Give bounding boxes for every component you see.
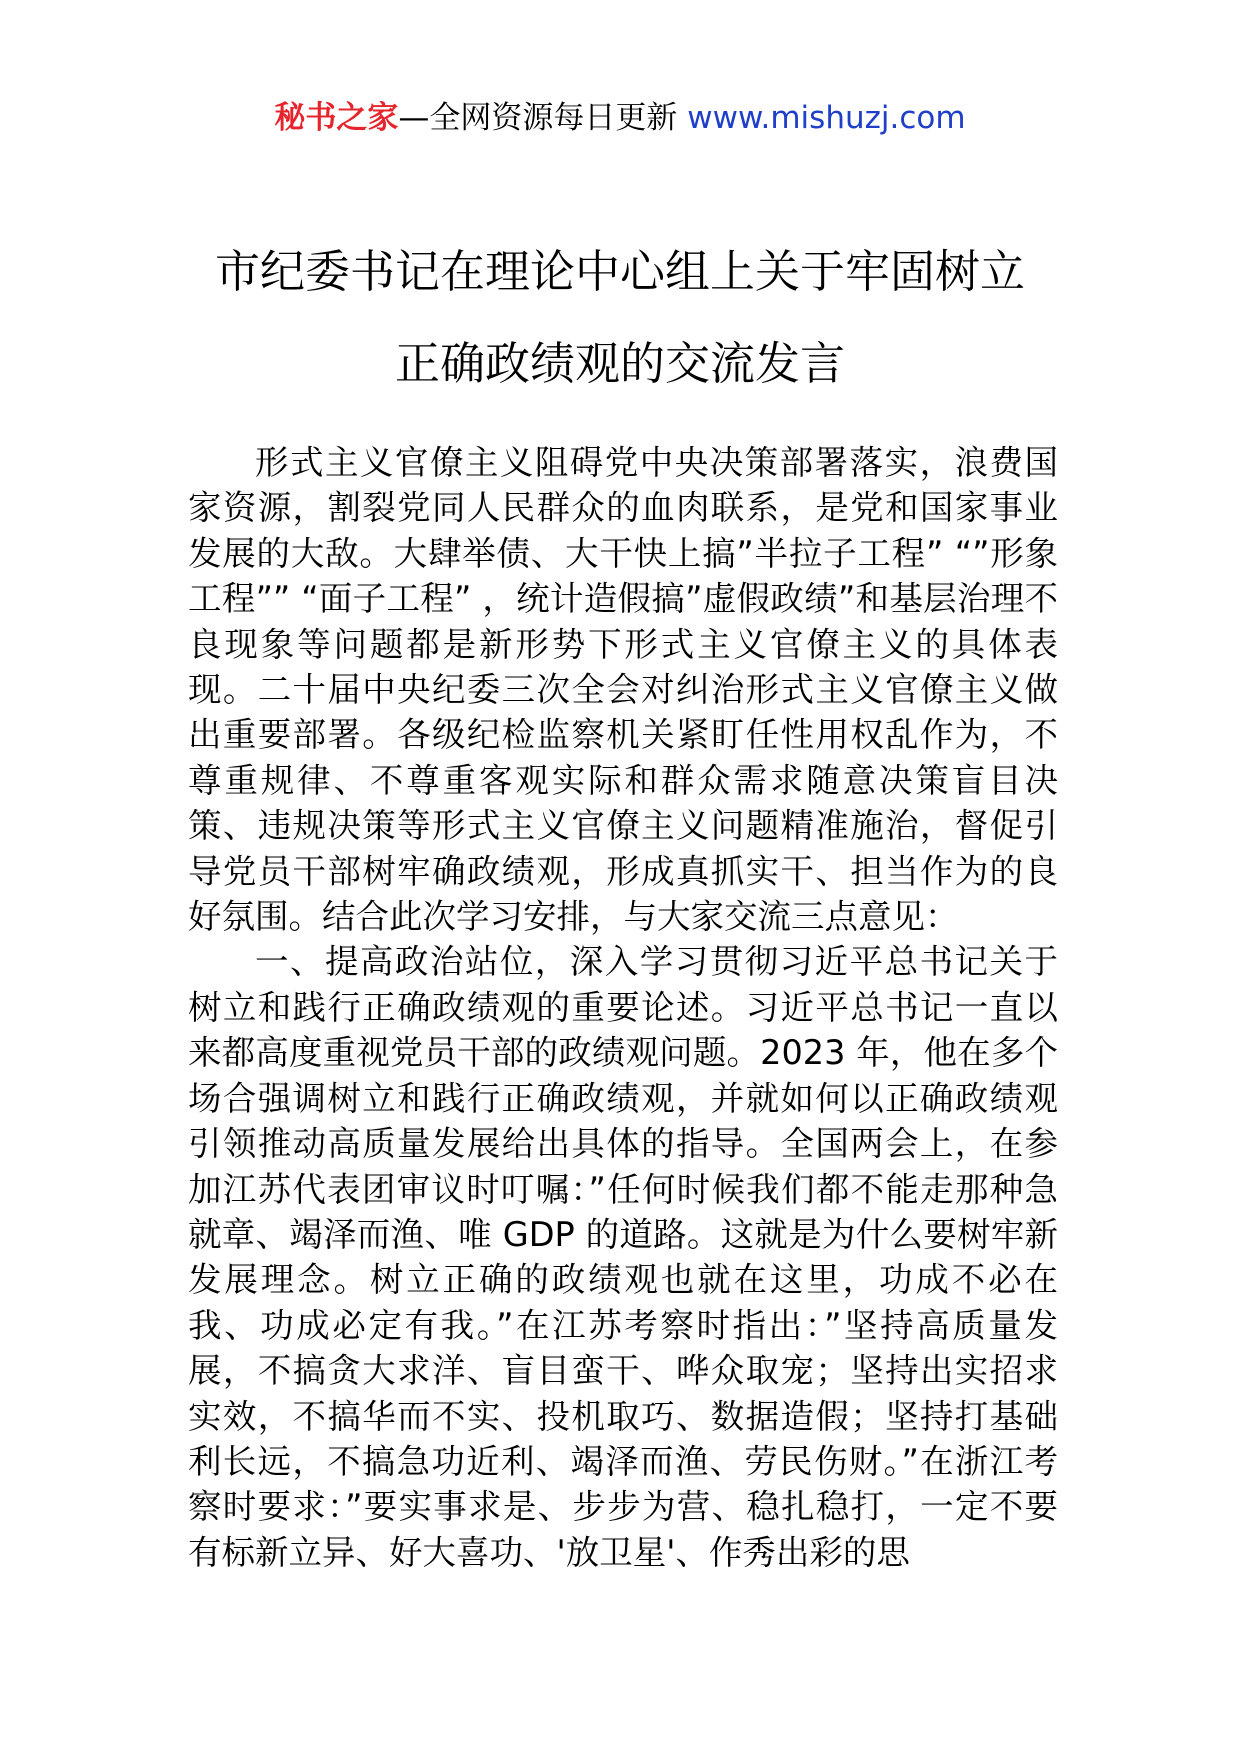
title-line-1: 市纪委书记在理论中心组上关于牢固树立: [214, 245, 1025, 298]
paragraph-intro: 形式主义官僚主义阻碍党中央决策部署落实，浪费国家资源，割裂党同人民群众的血肉联系，是党和国家事业发展的大敌。大肆举债、大干快上搞”半拉子工程” “”形象工程”” “面子工程” ，统计造假搞”虚假政绩”和基层治理不良现象等问题都是新形势下形式主义官僚主义的具体表现。二十届中央纪委三次全会对纠治形式主义官僚主义做出重要部署。各级纪检监察机关紧盯任性用权乱作为，不尊重规律、不尊重客观实际和群众需求随意决策盲目决策、违规决策等形式主义官僚主义问题精准施治，督促引导党员干部树牢确政绩观，形成真抓实干、担当作为的良好氛围。结合此次学习安排，与大家交流三点意见：: [188, 443, 1058, 937]
site-brand: 秘书之家: [274, 100, 399, 136]
document-body: [188, 440, 1058, 1575]
document-title: [0, 226, 1240, 410]
paragraph-section-1: 一、提高政治站位，深入学习贯彻习近平总书记关于树立和践行正确政绩观的重要论述。习近平总书记一直以来都高度重视党员干部的政绩观问题。2023 年，他在多个场合强调树立和践行正确政绩观，并就如何以正确政绩观引领推动高质量发展给出具体的指导。全国两会上，在参加江苏代表团审议时叮嘱：”任何时候我们都不能走那种急就章、竭泽而渔、唯 GDP 的道路。这就是为什么要树牢新发展理念。树立正确的政绩观也就在这里，功成不必在我、功成必定有我。”在江苏考察时指出：”坚持高质量发展，不搞贪大求洋、盲目蛮干、哗众取宠；坚持出实招求实效，不搞华而不实、投机取巧、数据造假；坚持打基础利长远，不搞急功近利、竭泽而渔、劳民伤财。”在浙江考察时要求：”要实事求是、步步为营、稳扎稳打，一定不要有标新立异、好大喜功、'放卫星'、作秀出彩的思: [188, 942, 1058, 1572]
site-tagline: —全网资源每日更新: [398, 100, 678, 136]
site-header: [0, 98, 1240, 138]
site-url-link[interactable]: www.mishuzj.com: [687, 100, 966, 136]
title-line-2: 正确政绩观的交流发言: [394, 337, 845, 390]
